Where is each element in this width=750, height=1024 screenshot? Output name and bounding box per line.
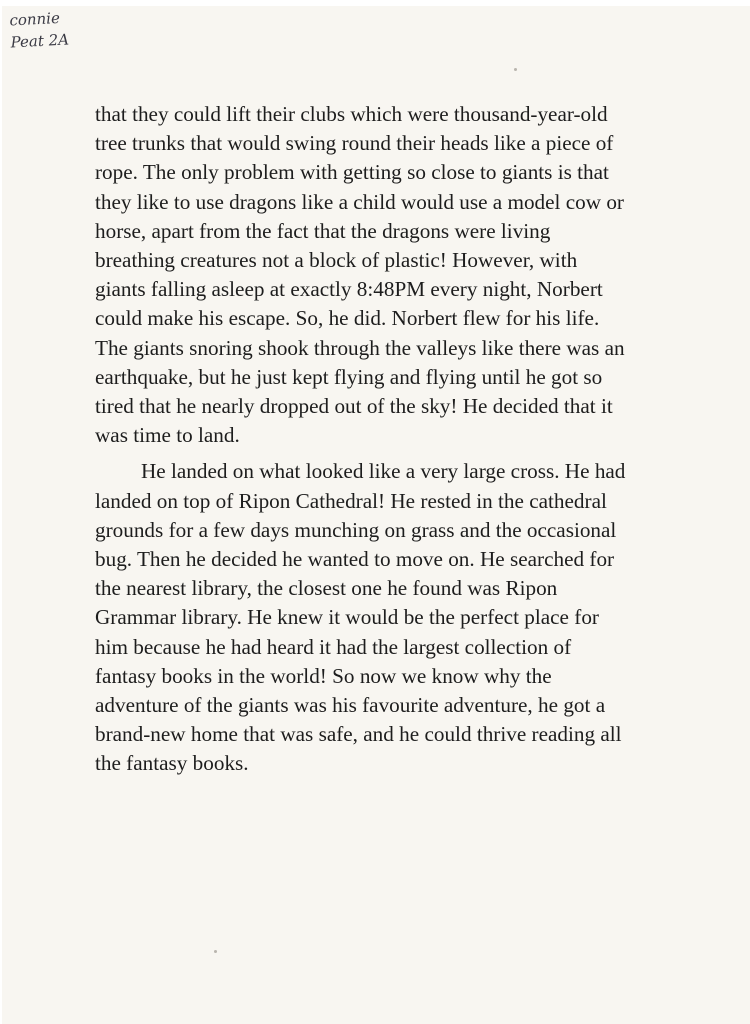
text-line: adventure of the giants was his favourite adventure, he got a bbox=[95, 693, 606, 718]
text-line: the nearest library, the closest one he found was Ripon bbox=[95, 576, 558, 601]
text-line: breathing creatures not a block of plastic! However, with bbox=[95, 248, 578, 273]
text-line: him because he had heard it had the largest collection of bbox=[95, 634, 572, 659]
handwritten-name: connie bbox=[8, 8, 61, 30]
paragraph-1 bbox=[95, 100, 695, 450]
text-line: brand-new home that was safe, and he could thrive reading all bbox=[95, 722, 622, 747]
text-line: the fantasy books. bbox=[95, 751, 249, 776]
text-line: landed on top of Ripon Cathedral! He rested in the cathedral bbox=[95, 488, 607, 513]
text-line: fantasy books in the world! So now we know why the bbox=[95, 663, 552, 688]
handwritten-author-note bbox=[9, 7, 70, 54]
story-text bbox=[95, 100, 695, 779]
paragraph-2 bbox=[95, 457, 695, 778]
text-line: could make his escape. So, he did. Norbert flew for his life. bbox=[95, 306, 600, 331]
text-line: grounds for a few days munching on grass and the occasional bbox=[95, 517, 617, 542]
text-line: they like to use dragons like a child would use a model cow or bbox=[95, 189, 624, 214]
text-line: tree trunks that would swing round their heads like a piece of bbox=[95, 131, 614, 156]
text-line: The giants snoring shook through the valleys like there was an bbox=[95, 335, 625, 360]
text-line: He landed on what looked like a very large cross. He had bbox=[141, 459, 626, 484]
paragraph-spacer bbox=[95, 450, 695, 457]
text-line: horse, apart from the fact that the dragons were living bbox=[95, 218, 551, 243]
text-line: tired that he nearly dropped out of the sky! He decided that it bbox=[95, 394, 613, 419]
text-line: that they could lift their clubs which were thousand-year-old bbox=[95, 102, 608, 126]
text-line: bug. Then he decided he wanted to move on. He searched for bbox=[95, 547, 615, 572]
paper-speck bbox=[214, 950, 217, 953]
handwritten-class: Peat 2A bbox=[10, 30, 70, 52]
paper-speck bbox=[514, 68, 517, 71]
text-line: giants falling asleep at exactly 8:48PM every night, Norbert bbox=[95, 277, 603, 302]
text-line: earthquake, but he just kept flying and flying until he got so bbox=[95, 364, 603, 389]
text-line: Grammar library. He knew it would be the perfect place for bbox=[95, 605, 599, 630]
text-line: rope. The only problem with getting so close to giants is that bbox=[95, 160, 609, 185]
text-line: was time to land. bbox=[95, 423, 240, 448]
